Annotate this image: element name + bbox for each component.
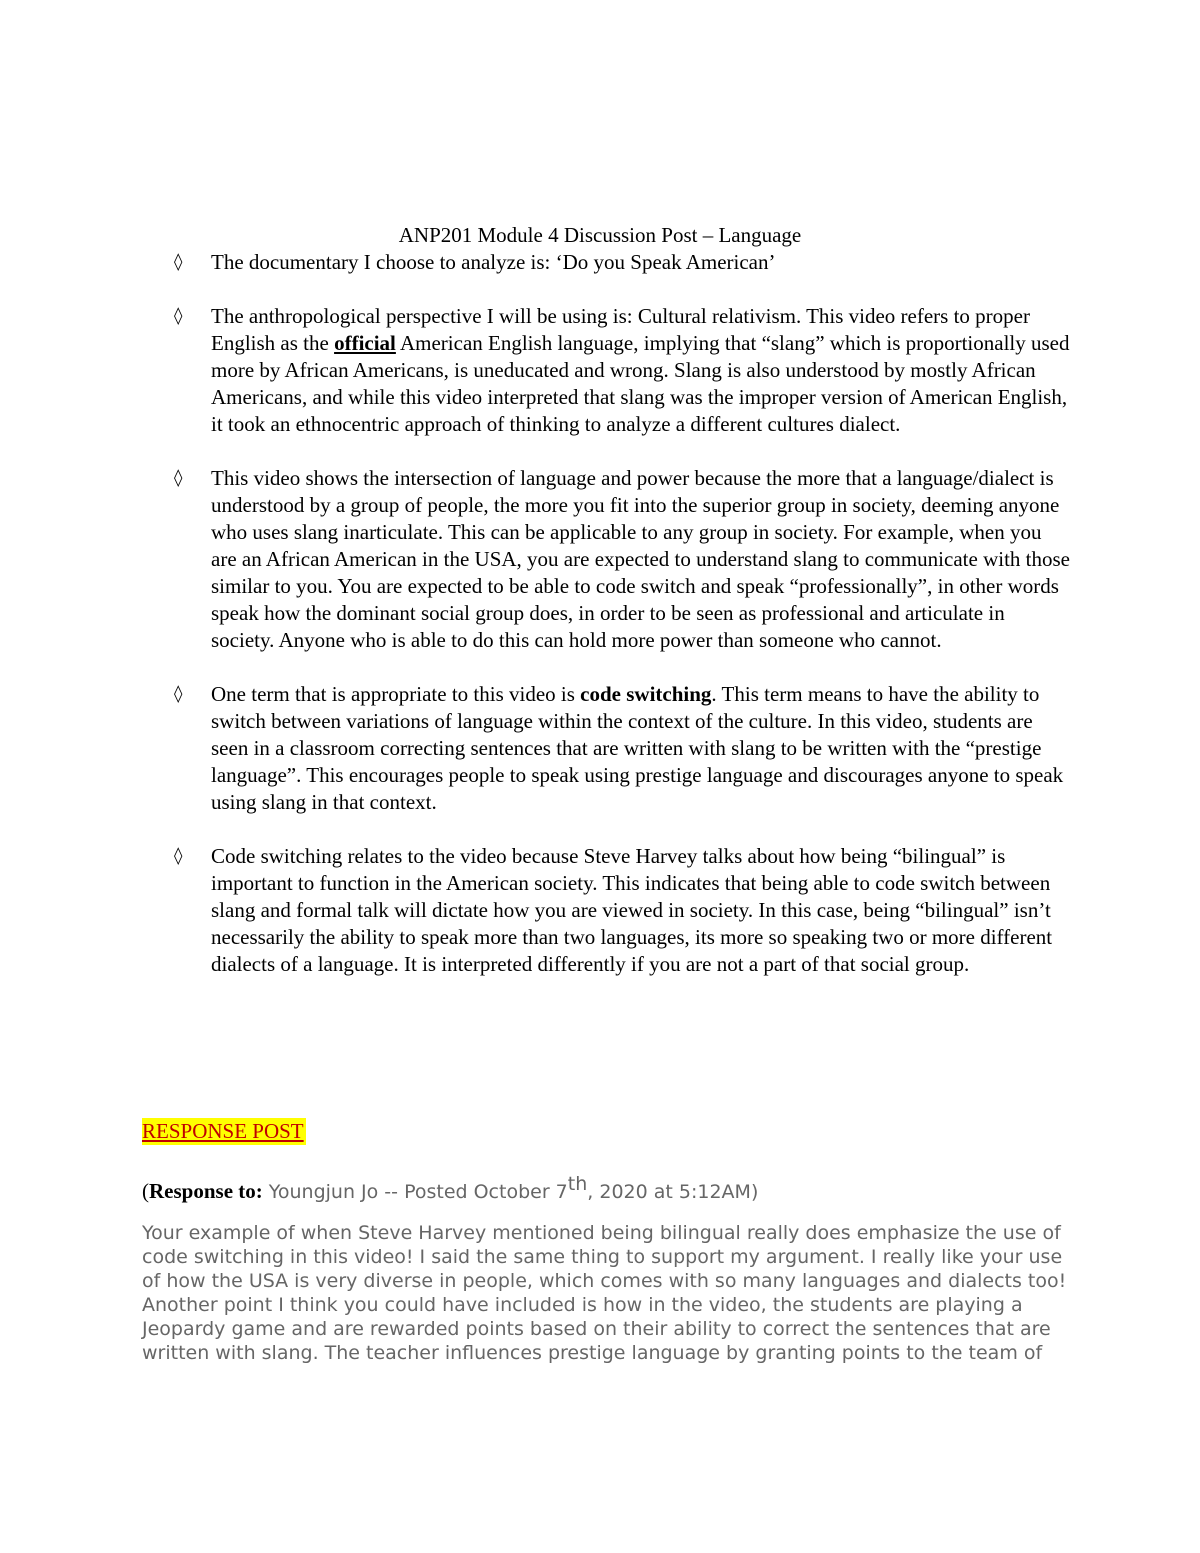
response-to-line bbox=[142, 1171, 758, 1206]
bullet-text: The documentary I choose to analyze is: ‘Do you Speak American’ bbox=[211, 250, 776, 274]
bullet-text-after: . This term means to have the ability to switch between variations of language within the context of the culture. In this video, students are seen in a classroom correcting sentences that are written with slang to be written with the “prestige language”. This encourages people to speak using prestige language and discourages anyone to speak using slang in that context. bbox=[211, 682, 1064, 814]
bullet-text-after: American English language, implying that “slang” which is proportionally used more by African Americans, is uneducated and wrong. Slang is also understood by mostly African Americans, and while this video interpreted that slang was the improper version of American English, it took an ethnocentric approach of thinking to analyze a different cultures dialect. bbox=[211, 331, 1070, 436]
bullet-list bbox=[172, 249, 1072, 1005]
bullet-item bbox=[172, 465, 1072, 654]
diamond-bullet-icon: ◊ bbox=[174, 306, 183, 326]
bullet-term: code switching bbox=[580, 682, 712, 706]
response-date-rest: , 2020 at 5:12AM) bbox=[587, 1181, 759, 1203]
bullet-text: Code switching relates to the video because Steve Harvey talks about how being “bilingual” is important to function in the American society. This indicates that being able to code switch between slang and formal talk will dictate how you are viewed in society. In this case, being “bilingual” isn’t necessarily the ability to speak more than two languages, its more so speaking two or more different dialects of a language. It is interpreted differently if you are not a part of that social group. bbox=[211, 844, 1053, 976]
bullet-item bbox=[172, 249, 1072, 276]
open-paren: ( bbox=[142, 1179, 149, 1203]
bullet-item bbox=[172, 681, 1072, 816]
diamond-bullet-icon: ◊ bbox=[174, 684, 183, 704]
response-body: Your example of when Steve Harvey mentioned being bilingual really does emphasize the use of code switching in this video! I said the same thing to support my argument. I really like your use of how the USA is very diverse in people, which comes with so many languages and dialects too! Another point I think you could have included is how in the video, the students are playing a Jeopardy game and are rewarded points based on their ability to correct the sentences that are written with slang. The teacher influences prestige language by granting points to the team of bbox=[142, 1222, 1067, 1364]
diamond-bullet-icon: ◊ bbox=[174, 846, 183, 866]
response-author-date: Youngjun Jo -- Posted October 7 bbox=[262, 1181, 568, 1203]
diamond-bullet-icon: ◊ bbox=[174, 468, 183, 488]
diamond-bullet-icon: ◊ bbox=[174, 252, 183, 272]
bullet-item bbox=[172, 843, 1072, 978]
bullet-text-before: One term that is appropriate to this video is bbox=[211, 682, 581, 706]
response-to-label: Response to: bbox=[149, 1179, 263, 1203]
bullet-item bbox=[172, 303, 1072, 438]
date-suffix: th bbox=[567, 1173, 588, 1195]
document-title: ANP201 Module 4 Discussion Post – Language bbox=[398, 223, 802, 247]
bullet-emphasis: official bbox=[334, 331, 396, 355]
response-post-heading: RESPONSE POST bbox=[142, 1119, 304, 1143]
bullet-text: This video shows the intersection of language and power because the more that a language/dialect is understood by a group of people, the more you fit into the superior group in society, deeming anyone who uses slang inarticulate. This can be applicable to any group in society. For example, when you are an African American in the USA, you are expected to understand slang to communicate with those similar to you. You are expected to be able to code switch and speak “professionally”, in other words speak how the dominant social group does, in order to be seen as professional and articulate in society. Anyone who is able to do this can hold more power than someone who cannot. bbox=[211, 466, 1070, 652]
bullet-text-before: The anthropological perspective I will be using is: Cultural relativism. This video refers to proper English as the bbox=[211, 304, 1030, 355]
